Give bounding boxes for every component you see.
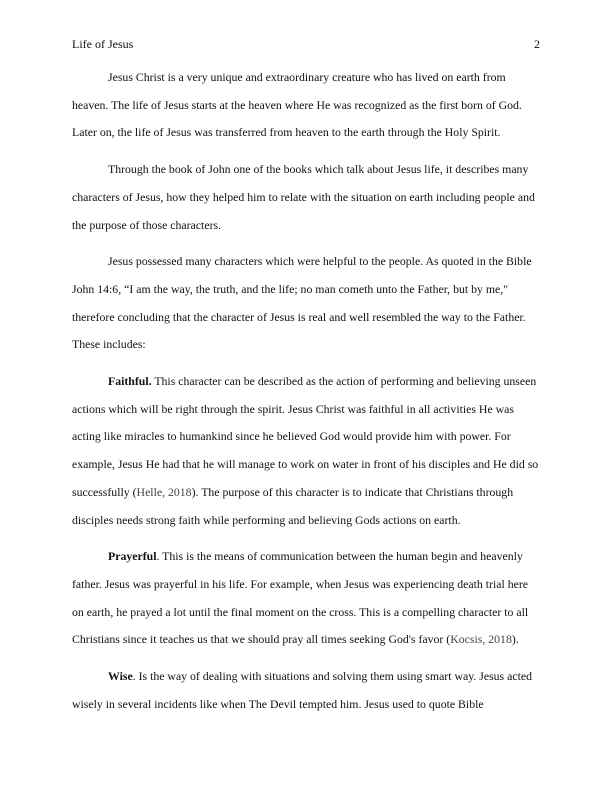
prayerful-text-after: ). bbox=[511, 632, 519, 647]
paragraph-wise bbox=[72, 663, 540, 718]
paragraph-characters: Jesus possessed many characters which were helpful to the people. As quoted in the Bible John 14:6, “I am the way, the truth, and the life; no man cometh unto the Father, but by me," therefore concluding that the character of Jesus is real and well resembled the way to the Father. These includes: bbox=[72, 254, 532, 352]
document-body bbox=[72, 64, 540, 727]
paragraph-prayerful bbox=[72, 543, 540, 654]
faithful-text-after: ). The purpose of this character is to indicate that Christians through disciples needs strong faith while performing and believing Gods actions on earth. bbox=[72, 484, 514, 527]
paragraph-faithful bbox=[72, 368, 540, 534]
paragraph-book-of-john: Through the book of John one of the books which talk about Jesus life, it describes many characters of Jesus, how they helped him to relate with the situation on earth including people and the purpose of those characters. bbox=[72, 162, 535, 232]
faithful-text-before: This character can be described as the action of performing and believing unseen actions which will be right through the spirit. Jesus Christ was faithful in all activities He was acting like miracles to humankind since he believed God would provide him with power. For example, Jesus He had that he will manage to work on water in front of his disciples and He did so successfully ( bbox=[72, 374, 539, 499]
wise-heading: Wise bbox=[108, 669, 133, 684]
prayerful-citation: Kocsis, 2018 bbox=[450, 632, 512, 647]
faithful-citation: Helle, 2018 bbox=[136, 484, 192, 499]
wise-text: . Is the way of dealing with situations and solving them using smart way. Jesus acted wisely in several incidents like when The Devil tempted him. Jesus used to quote Bible bbox=[72, 669, 532, 711]
paragraph-intro: Jesus Christ is a very unique and extraordinary creature who has lived on earth from heaven. The life of Jesus starts at the heaven where He was recognized as the first born of God. Later on, the life of Jesus was transferred from heaven to the earth through the Holy Spirit. bbox=[72, 70, 522, 140]
prayerful-heading: Prayerful bbox=[108, 549, 157, 564]
faithful-heading: Faithful. bbox=[108, 374, 152, 389]
page-number: 2 bbox=[534, 37, 540, 51]
running-header bbox=[72, 36, 540, 52]
prayerful-text-before: . This is the means of communication between the human begin and heavenly father. Jesus was prayerful in his life. For example, when Jesus was experiencing death trial here on earth, he prayed a lot until the final moment on the cross. This is a compelling character to all Christians since it teaches us that we should pray all times seeking God's favor ( bbox=[72, 549, 529, 647]
header-title: Life of Jesus bbox=[72, 37, 134, 51]
